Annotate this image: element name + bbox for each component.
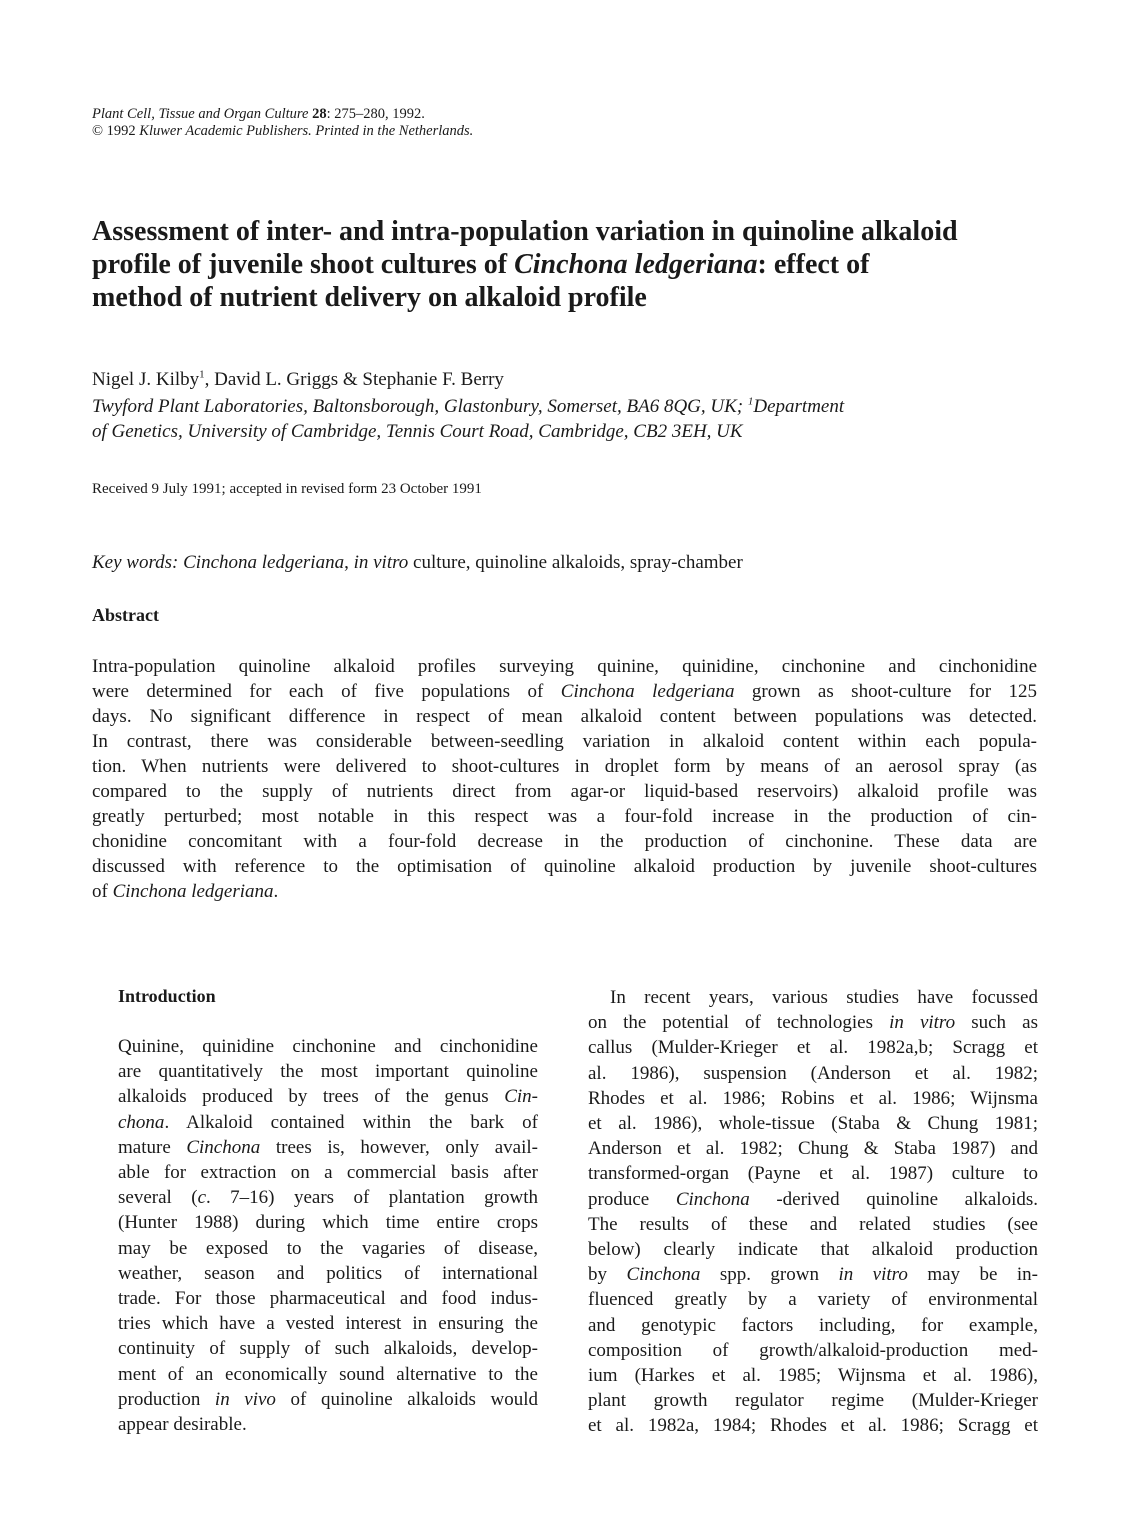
intro-text: may be in- — [907, 1264, 1038, 1286]
author-list — [92, 367, 504, 392]
intro-italic: Cinchona — [186, 1136, 261, 1158]
journal-name: Plant Cell, Tissue and Organ Culture — [92, 106, 309, 122]
affiliation-line-1-a: Twyford Plant Laboratories, Baltonsborough, Glastonbury, Somerset, BA6 8QG, UK; — [92, 396, 748, 417]
keyword-separator: , — [344, 552, 354, 573]
intro-text: of quinoline alkaloids would — [275, 1388, 538, 1410]
intro-line: Quinine, quinidine cinchonine and cinchonidine — [118, 1036, 538, 1057]
intro-line: are quantitatively the most important quinoline — [118, 1061, 538, 1083]
copyright-symbol: © — [92, 123, 104, 139]
title-line-3: method of nutrient delivery on alkaloid profile — [92, 282, 647, 313]
intro-italic: chona — [118, 1111, 165, 1133]
intro-italic: in vitro — [838, 1264, 908, 1286]
intro-line: (Hunter 1988) during which time entire crops — [118, 1212, 538, 1234]
title-line-2 — [92, 248, 1052, 281]
affiliation — [92, 394, 1052, 444]
keyword-2-italic: in vitro — [353, 552, 409, 573]
intro-text: trees is, however, only avail- — [260, 1136, 538, 1158]
intro-line: The results of these and related studies (see — [588, 1213, 1038, 1235]
intro-line: trade. For those pharmaceutical and food indus- — [118, 1288, 538, 1310]
title-line-2-a: profile of juvenile shoot cultures of — [92, 249, 515, 280]
intro-text: alkaloids produced by trees of the genus — [118, 1086, 505, 1108]
abstract-line: discussed with reference to the optimisation of quinoline alkaloid production by juvenile shoot-cultures — [92, 856, 1037, 877]
received-dates: Received 9 July 1991; accepted in revised form 23 October 1991 — [92, 481, 482, 497]
intro-line — [118, 1110, 538, 1135]
journal-volume: 28 — [312, 106, 327, 122]
title-line-1: Assessment of inter- and intra-population variation in quinoline alkaloid — [92, 216, 958, 247]
author-1: Nigel J. Kilby — [92, 369, 200, 390]
abstract-line — [92, 679, 1037, 704]
author-1-affiliation-mark: 1 — [199, 368, 205, 381]
affiliation-line-1 — [92, 394, 1052, 419]
abstract-line: In contrast, there was considerable between-seedling variation in alkaloid content within each popula- — [92, 731, 1037, 752]
intro-italic: Cin- — [504, 1086, 538, 1108]
intro-line: fluenced greatly by a variety of environmental — [588, 1289, 1038, 1311]
intro-text: . Alkaloid contained within the bark of — [164, 1111, 538, 1133]
intro-line: composition of growth/alkaloid-production med- — [588, 1339, 1038, 1361]
abstract-species: Cinchona ledgeriana — [112, 881, 274, 902]
copyright-line — [92, 123, 473, 140]
intro-italic: in vitro — [889, 1012, 956, 1034]
intro-italic: c — [197, 1187, 206, 1209]
intro-text: on the potential of technologies — [588, 1012, 890, 1034]
intro-line: and genotypic factors including, for example, — [588, 1314, 1038, 1336]
intro-line: appear desirable. — [118, 1414, 247, 1436]
intro-line: weather, season and politics of international — [118, 1262, 538, 1284]
intro-line: transformed-organ (Payne et al. 1987) culture to — [588, 1163, 1038, 1185]
intro-line: tries which have a vested interest in ensuring the — [118, 1313, 538, 1335]
journal-pages-year: : 275–280, 1992. — [326, 106, 425, 122]
introduction-heading: Introduction — [118, 986, 216, 1006]
abstract-line — [92, 879, 1037, 904]
intro-line: plant growth regulator regime (Mulder-Krieger — [588, 1390, 1038, 1412]
keywords-label: Key words: — [92, 552, 184, 573]
title-species: Cinchona ledgeriana — [514, 249, 758, 280]
intro-line — [118, 1185, 538, 1210]
title-line-2-b: : effect of — [757, 249, 870, 280]
abstract-line: greatly perturbed; most notable in this respect was a four-fold increase in the production of cin- — [92, 806, 1037, 827]
intro-line: In recent years, various studies have focussed — [610, 987, 1038, 1008]
intro-line: al. 1986), suspension (Anderson et al. 1982; — [588, 1062, 1038, 1084]
intro-text: mature — [118, 1136, 187, 1158]
intro-text: such as — [955, 1012, 1038, 1034]
abstract-line: tion. When nutrients were delivered to shoot-cultures in droplet form by means of an aerosol spray (as — [92, 756, 1037, 777]
abstract-line: compared to the supply of nutrients direct from agar-or liquid-based reservoirs) alkaloid profile was — [92, 781, 1037, 802]
abstract-line: days. No significant difference in respect of mean alkaloid content between populations was detected. — [92, 706, 1037, 727]
intro-italic: in vivo — [214, 1388, 276, 1410]
intro-line: et al. 1982a, 1984; Rhodes et al. 1986; Scragg et — [588, 1415, 1038, 1437]
intro-text: . 7–16) years of plantation growth — [206, 1187, 538, 1209]
intro-line: Rhodes et al. 1986; Robins et al. 1986; Wijnsma — [588, 1087, 1038, 1109]
abstract-text: of — [92, 881, 113, 902]
intro-line — [118, 1387, 538, 1412]
abstract-text: grown as shoot-culture for 125 — [734, 681, 1037, 702]
journal-citation — [92, 106, 473, 123]
intro-line: et al. 1986), whole-tissue (Staba & Chung 1981; — [588, 1113, 1038, 1135]
intro-line: able for extraction on a commercial basis after — [118, 1162, 538, 1184]
keywords — [92, 551, 743, 575]
intro-line: below) clearly indicate that alkaloid production — [588, 1239, 1038, 1261]
intro-italic: Cinchona — [626, 1264, 701, 1286]
introduction-left-column — [118, 985, 538, 1437]
intro-line: continuity of supply of such alkaloids, develop- — [118, 1338, 538, 1360]
abstract-species: Cinchona ledgeriana — [560, 681, 735, 702]
keyword-1: Cinchona ledgeriana — [183, 552, 345, 573]
affiliation-line-1-b: Department — [753, 396, 845, 417]
abstract-line: Intra-population quinoline alkaloid profiles surveying quinine, quinidine, cinchonine and cinchonidine — [92, 656, 1037, 677]
journal-header — [92, 106, 473, 140]
intro-line — [588, 1010, 1038, 1035]
abstract-heading: Abstract — [92, 605, 159, 625]
intro-text: -derived quinoline alkaloids. — [749, 1188, 1038, 1210]
intro-line — [118, 1084, 538, 1109]
intro-line: ment of an economically sound alternative to the — [118, 1363, 538, 1385]
keyword-rest: culture, quinoline alkaloids, spray-chamber — [408, 552, 743, 573]
publisher: Kluwer Academic Publishers. Printed in the Netherlands. — [139, 123, 474, 139]
introduction-paragraph-1 — [118, 1034, 538, 1437]
introduction-right-column — [588, 985, 1038, 1439]
affiliation-mark: 1 — [747, 395, 754, 408]
intro-text: production — [118, 1388, 215, 1410]
intro-line: may be exposed to the vagaries of disease, — [118, 1237, 538, 1259]
abstract-line: chonidine concomitant with a four-fold decrease in the production of cinchonine. These data are — [92, 831, 1037, 852]
intro-line: callus (Mulder-Krieger et al. 1982a,b; Scragg et — [588, 1037, 1038, 1059]
copyright-year: 1992 — [106, 123, 136, 139]
intro-text: several ( — [118, 1187, 198, 1209]
intro-text: spp. grown — [700, 1264, 839, 1286]
introduction-paragraph-2 — [588, 985, 1038, 1439]
other-authors: , David L. Griggs & Stephanie F. Berry — [204, 369, 504, 390]
intro-line: Anderson et al. 1982; Chung & Staba 1987) and — [588, 1138, 1038, 1160]
affiliation-line-2: of Genetics, University of Cambridge, Tennis Court Road, Cambridge, CB2 3EH, UK — [92, 421, 743, 442]
intro-line — [118, 1135, 538, 1160]
abstract-body — [92, 654, 1037, 904]
abstract-text: were determined for each of five populations of — [92, 681, 561, 702]
intro-text: by — [588, 1264, 627, 1286]
intro-text: produce — [588, 1188, 676, 1210]
intro-line: ium (Harkes et al. 1985; Wijnsma et al. 1986), — [588, 1365, 1038, 1387]
paper-title — [92, 215, 1052, 314]
abstract-text: . — [273, 881, 279, 902]
intro-line — [588, 1262, 1038, 1287]
intro-italic: Cinchona — [675, 1188, 750, 1210]
intro-line — [588, 1187, 1038, 1212]
